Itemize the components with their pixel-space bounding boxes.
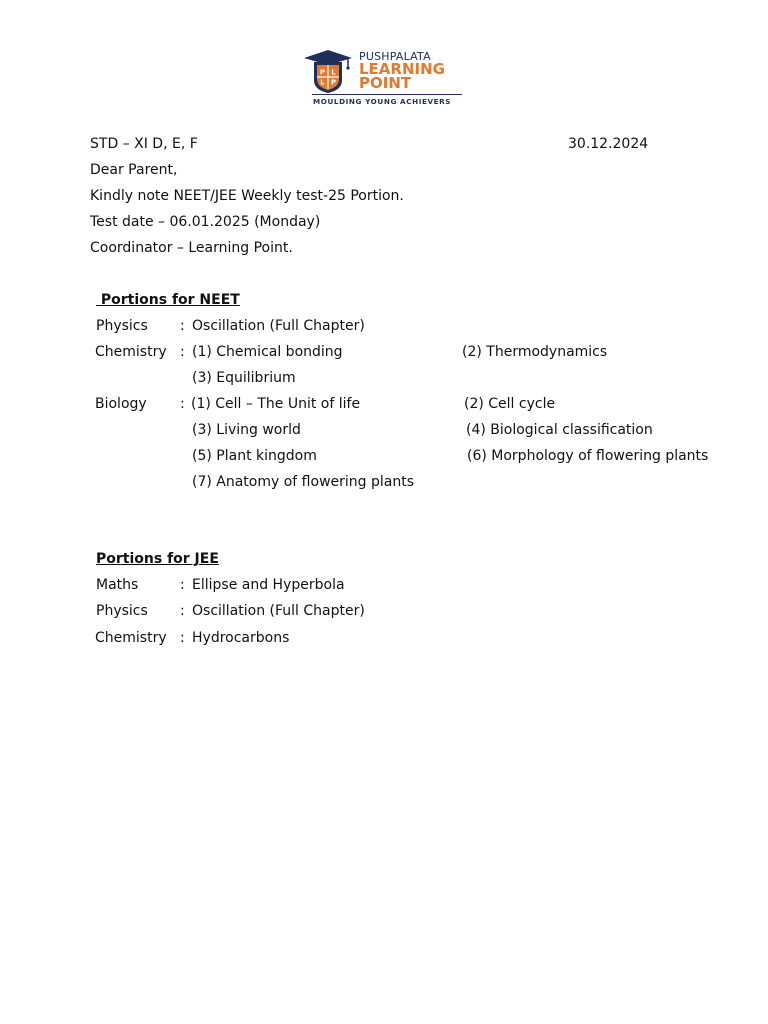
notice-line: Kindly note NEET/JEE Weekly test-25 Portion. xyxy=(90,188,404,204)
neet-physics-subject: Physics xyxy=(96,318,148,334)
shield-letter: L xyxy=(320,78,325,87)
jee-colon: : xyxy=(180,577,185,593)
letter-date: 30.12.2024 xyxy=(568,136,649,152)
neet-biology-colon: : xyxy=(180,396,185,412)
coordinator-line: Coordinator – Learning Point. xyxy=(90,240,293,256)
neet-biology-topic: (2) Cell cycle xyxy=(464,396,556,412)
std-line: STD – XI D, E, F xyxy=(90,136,198,152)
neet-chemistry-topic: (3) Equilibrium xyxy=(192,370,296,386)
neet-chemistry-colon: : xyxy=(180,344,185,360)
shield-letter: L xyxy=(331,68,336,77)
logo-name: PUSHPALATA xyxy=(359,50,431,63)
shield-letter: P xyxy=(319,68,326,77)
jee-subject: Maths xyxy=(96,577,139,593)
test-date-line: Test date – 06.01.2025 (Monday) xyxy=(90,214,321,230)
neet-biology-subject: Biology xyxy=(95,396,147,412)
logo-title-line2: POINT xyxy=(359,74,412,92)
jee-colon: : xyxy=(180,630,185,646)
jee-subject: Chemistry xyxy=(95,630,167,646)
jee-topic: Oscillation (Full Chapter) xyxy=(192,603,365,619)
logo-title-line1: LEARNING xyxy=(359,60,445,78)
jee-colon: : xyxy=(180,603,185,619)
logo-tagline: MOULDING YOUNG ACHIEVERS xyxy=(313,97,452,106)
logo-divider xyxy=(312,94,462,95)
jee-subject: Physics xyxy=(96,603,148,619)
neet-biology-topic: (1) Cell – The Unit of life xyxy=(191,396,361,412)
neet-biology-topic: (5) Plant kingdom xyxy=(192,448,317,464)
neet-chemistry-topic: (1) Chemical bonding xyxy=(192,344,343,360)
shield-letter: P xyxy=(330,78,337,87)
neet-biology-topic: (6) Morphology of flowering plants xyxy=(467,448,709,464)
neet-heading: Portions for NEET xyxy=(96,292,240,308)
greeting: Dear Parent, xyxy=(90,162,178,178)
brand-logo xyxy=(302,48,466,110)
neet-chemistry-subject: Chemistry xyxy=(95,344,167,360)
neet-biology-topic: (3) Living world xyxy=(192,422,301,438)
neet-biology-topic: (4) Biological classification xyxy=(466,422,653,438)
neet-biology-topic: (7) Anatomy of flowering plants xyxy=(192,474,414,490)
graduation-shield-icon xyxy=(302,48,358,94)
jee-heading: Portions for JEE xyxy=(96,551,219,567)
jee-topic: Hydrocarbons xyxy=(192,630,290,646)
neet-physics-colon: : xyxy=(180,318,185,334)
jee-topic: Ellipse and Hyperbola xyxy=(192,577,345,593)
neet-chemistry-topic: (2) Thermodynamics xyxy=(462,344,608,360)
neet-physics-topic: Oscillation (Full Chapter) xyxy=(192,318,365,334)
